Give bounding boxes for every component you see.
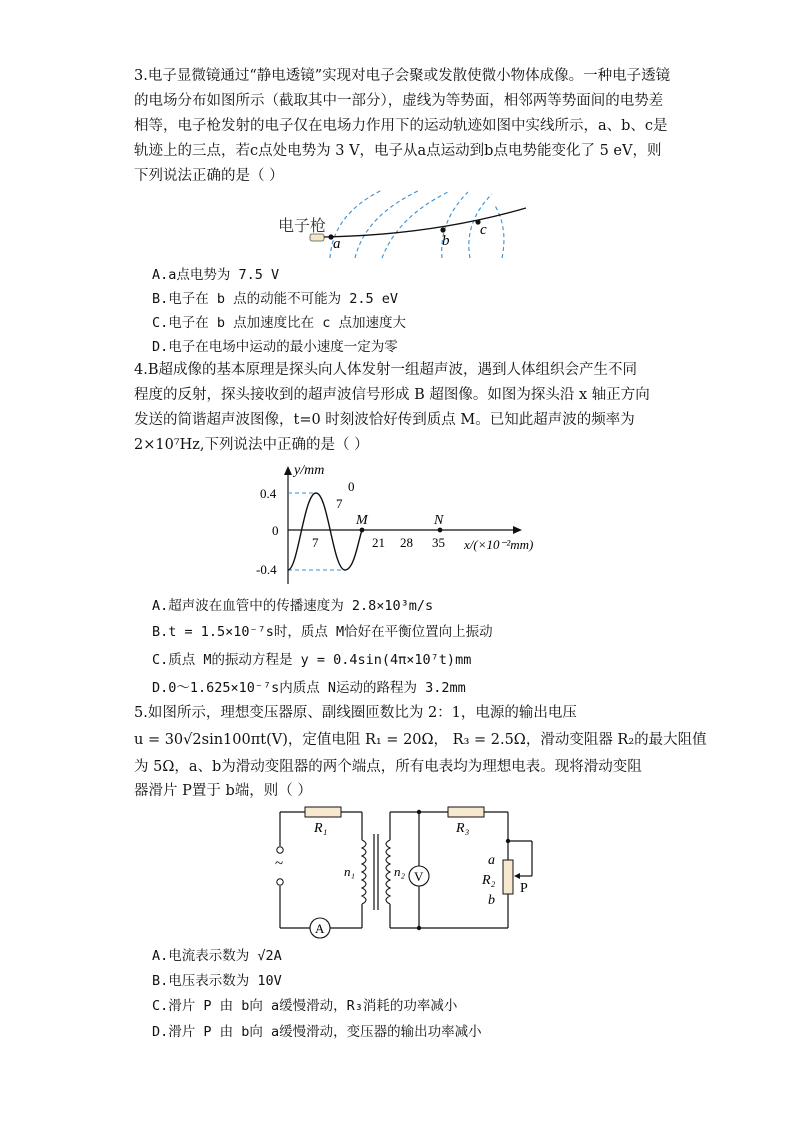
q3-stem: 3.电子显微镜通过“静电透镜”实现对电子会聚或发散使微小物体成像。一种电子透镜的电场分布如图所示（截取其中一部分），虚线为等势面，相邻两等势面间的电势差相等，电子枪发射的电子仅在电场力作用下的运动轨迹如图中实线所示，a、b、c是轨迹上的三点，若c点处电势为 3 V，电子从a点运动到b点电势能变化了 5 eV，则下列说法正确的是（ ） xyxy=(134,68,671,184)
label-a: a xyxy=(488,853,495,868)
trajectory-line xyxy=(324,208,526,237)
x-tick-label: 35 xyxy=(432,535,445,550)
label-M: M xyxy=(356,513,368,528)
source-terminal xyxy=(277,847,283,853)
equipotential-line xyxy=(494,204,504,258)
q5-stem-line2: u = 30√2sin100πt(V)，定值电阻 R₁ = 20Ω， R₃ = 2.5Ω，滑动变阻器 R₂的最大阻值 xyxy=(134,732,707,748)
x-tick-label: 7 xyxy=(312,535,319,550)
q3-label-b: b xyxy=(442,233,450,249)
y-axis-label: y/mm xyxy=(294,463,325,478)
q3-figure xyxy=(270,188,540,260)
q5-stem-line3: 为 5Ω，a、b为滑动变阻器的两个端点，所有电表均为理想电表。现将滑动变阻 xyxy=(134,759,642,775)
q5-circuit-figure xyxy=(270,804,560,944)
wave-curve xyxy=(288,493,362,570)
q3-option-d: D.电子在电场中运动的最小速度一定为零 xyxy=(152,339,398,355)
y-tick-label: -0.4 xyxy=(256,562,277,577)
label-N: N xyxy=(434,513,444,528)
primary-coil xyxy=(362,840,366,904)
label-n2: n₂ xyxy=(394,864,406,879)
ammeter-label: A xyxy=(315,921,325,936)
rheostat-R2 xyxy=(503,860,513,894)
q3-label-a: a xyxy=(333,236,341,252)
label-P: P xyxy=(520,881,528,896)
q5-stem-line1: 5.如图所示，理想变压器原、副线圈匝数比为 2：1，电源的输出电压 xyxy=(134,705,577,721)
slider-P xyxy=(514,873,520,879)
q3-option-b: B.电子在 b 点的动能不可能为 2.5 eV xyxy=(152,291,399,307)
x-axis-label: x/(×10⁻²mm) xyxy=(464,537,534,552)
stray-label: 7 xyxy=(336,496,343,511)
q4-wave-figure xyxy=(250,462,555,587)
x-tick-label: 28 xyxy=(400,535,413,550)
label-n1: n₁ xyxy=(344,864,356,879)
q4-stem-line3: 发送的简谐超声波图像，t=0 时刻波恰好传到质点 M。已知此超声波的频率为 xyxy=(134,412,635,428)
q3-option-a: A.a点电势为 7.5 V xyxy=(152,267,280,283)
stray-label: 0 xyxy=(348,479,355,494)
x-tick-label: 21 xyxy=(372,535,385,550)
q5-option-a: A.电流表示数为 √2A xyxy=(152,948,282,964)
y-tick-label: 0.4 xyxy=(260,486,277,501)
x-axis-arrow xyxy=(513,526,522,534)
q4-stem-line4: 2×10⁷Hz,下列说法中正确的是（ ） xyxy=(134,437,369,453)
q4-stem-line2: 程度的反射，探头接收到的超声波信号形成 B 超图像。如图为探头沿 x 轴正方向 xyxy=(134,387,650,403)
q5-option-c: C.滑片 P 由 b向 a缓慢滑动，R₃消耗的功率减小 xyxy=(152,998,458,1014)
equipotential-line xyxy=(382,192,448,258)
q5-option-b: B.电压表示数为 10V xyxy=(152,973,282,989)
q5-stem-line4: 器滑片 P置于 b端，则（ ） xyxy=(134,783,312,799)
source-symbol: ~ xyxy=(275,856,284,872)
point-N xyxy=(438,528,443,533)
q4-stem-line1: 4.B超成像的基本原理是探头向人体发射一组超声波，遇到人体组织会产生不同 xyxy=(134,362,637,378)
source-terminal xyxy=(277,879,283,885)
label-R1: R₁ xyxy=(314,821,328,836)
q4-option-d: D.0～1.625×10⁻⁷s内质点 N运动的路程为 3.2mm xyxy=(152,680,466,696)
resistor-R1 xyxy=(305,807,341,817)
point-b xyxy=(440,227,445,232)
point-M xyxy=(360,528,365,533)
y-tick-label: 0 xyxy=(272,523,279,538)
q3-gun-label: 电子枪 xyxy=(278,218,327,235)
q5-option-d: D.滑片 P 由 b向 a缓慢滑动，变压器的输出功率减小 xyxy=(152,1024,482,1040)
q3-option-c: C.电子在 b 点加速度比在 c 点加速度大 xyxy=(152,315,407,331)
q4-option-c: C.质点 M的振动方程是 y = 0.4sin(4π×10⁷t)mm xyxy=(152,652,472,668)
q4-option-b: B.t = 1.5×10⁻⁷s时，质点 M恰好在平衡位置向上振动 xyxy=(152,624,493,640)
electron-gun-icon xyxy=(310,234,324,241)
resistor-R3 xyxy=(448,807,484,817)
label-R3: R₃ xyxy=(456,821,470,836)
label-R2: R₂ xyxy=(482,873,496,888)
secondary-coil xyxy=(386,840,390,904)
q4-option-a: A.超声波在血管中的传播速度为 2.8×10³m/s xyxy=(152,598,434,614)
voltmeter-label: V xyxy=(414,869,424,884)
y-axis-arrow xyxy=(284,466,292,475)
label-b: b xyxy=(488,893,495,908)
q3-label-c: c xyxy=(480,222,487,238)
